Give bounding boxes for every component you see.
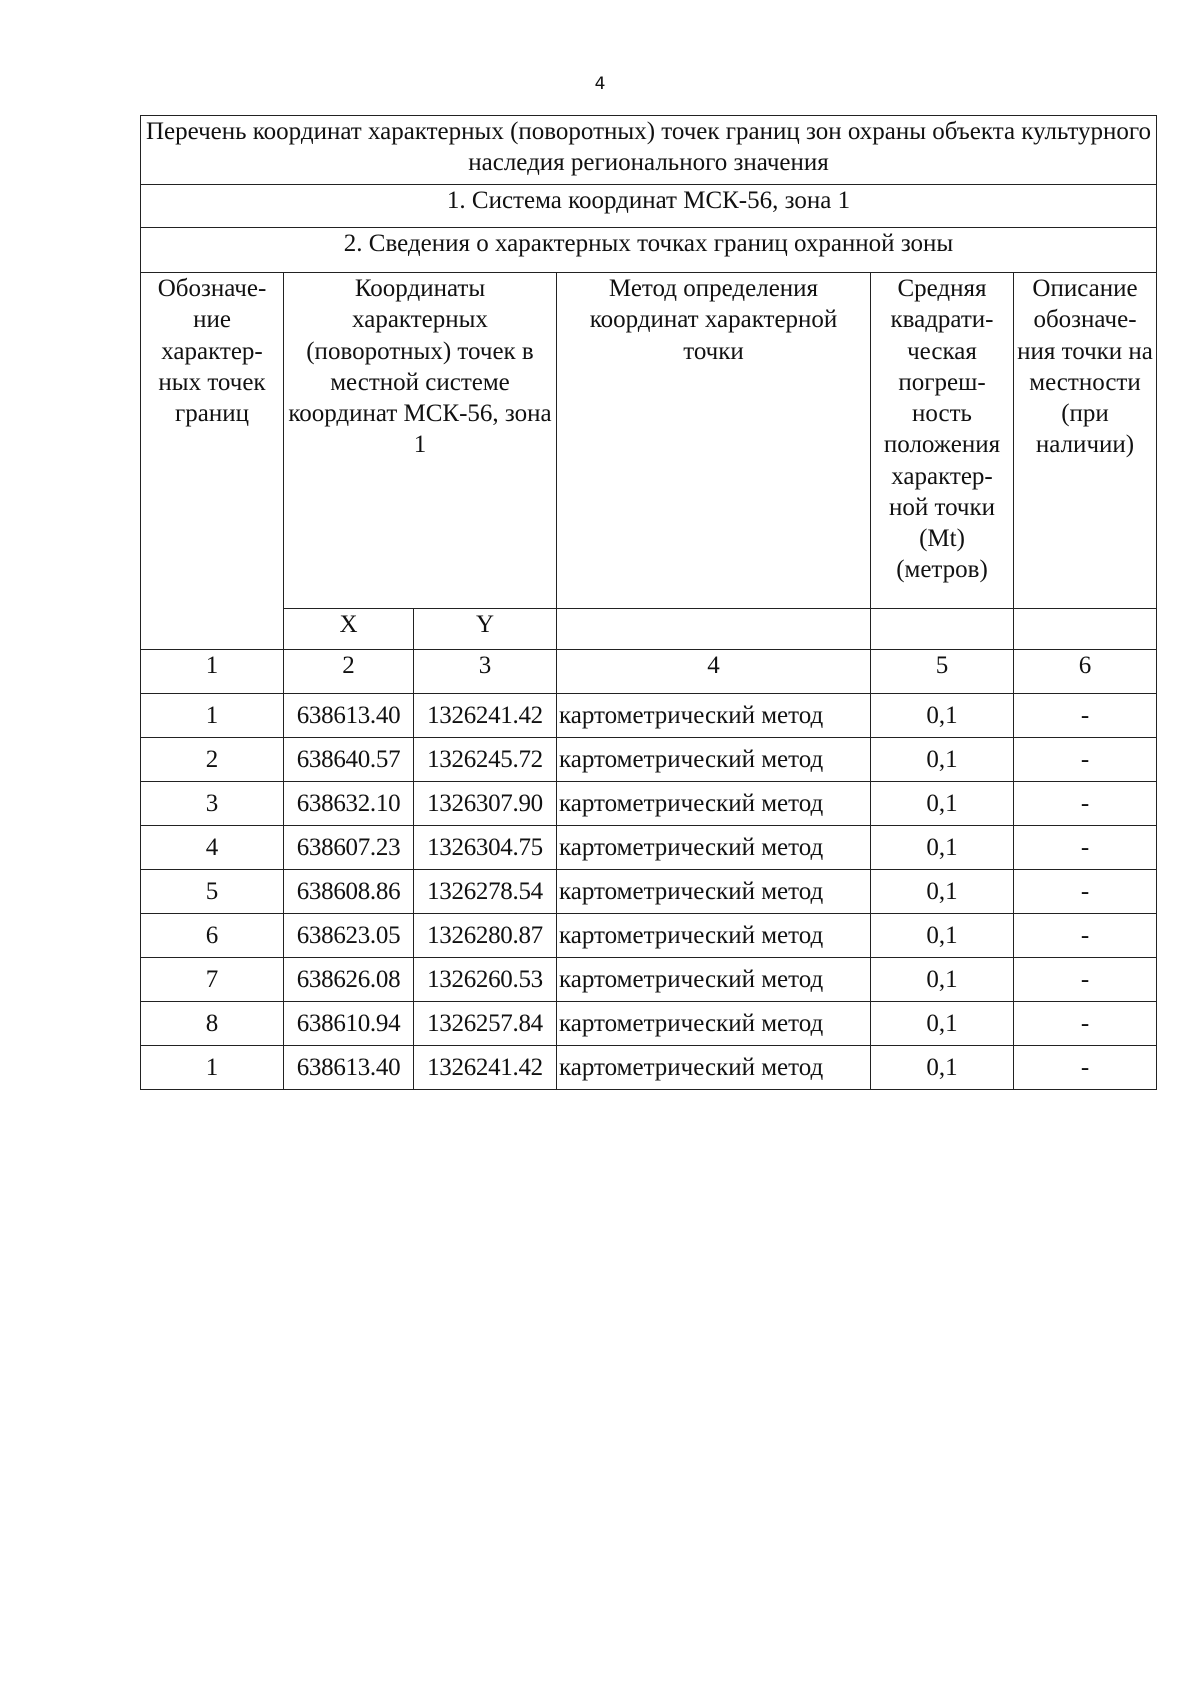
column-number: 2 [284, 650, 414, 694]
header-coordinates: Координаты характерных (поворотных) точек в местной системе координат МСК-56, зона 1 [284, 273, 557, 609]
point-designation-cell: 7 [141, 958, 284, 1002]
method-cell: картометрический метод [557, 1002, 871, 1046]
description-cell: - [1014, 826, 1157, 870]
accuracy-cell: 0,1 [871, 914, 1014, 958]
column-number: 3 [414, 650, 557, 694]
x-coordinate-cell: 638610.94 [284, 1002, 414, 1046]
description-cell: - [1014, 870, 1157, 914]
y-coordinate-cell: 1326260.53 [414, 958, 557, 1002]
x-coordinate-cell: 638613.40 [284, 694, 414, 738]
y-coordinate-cell: 1326278.54 [414, 870, 557, 914]
accuracy-cell: 0,1 [871, 782, 1014, 826]
table-row [141, 738, 1157, 782]
header-description: Описание обозначе-ния точки на местности (при наличии) [1014, 273, 1157, 609]
y-coordinate-cell: 1326280.87 [414, 914, 557, 958]
header-accuracy: Средняя квадрати-ческая погреш-ность положения характер-ной точки (Mt) (метров) [871, 273, 1014, 609]
accuracy-cell: 0,1 [871, 738, 1014, 782]
point-designation-cell: 1 [141, 1046, 284, 1090]
x-coordinate-cell: 638626.08 [284, 958, 414, 1002]
x-coordinate-cell: 638607.23 [284, 826, 414, 870]
table-title: Перечень координат характерных (поворотных) точек границ зон охраны объекта культурного наследия регионального значения [141, 116, 1157, 185]
description-cell: - [1014, 738, 1157, 782]
x-coordinate-cell: 638613.40 [284, 1046, 414, 1090]
y-coordinate-cell: 1326245.72 [414, 738, 557, 782]
description-cell: - [1014, 1002, 1157, 1046]
description-cell: - [1014, 958, 1157, 1002]
section-caption: 2. Сведения о характерных точках границ охранной зоны [141, 228, 1157, 273]
header-y: Y [414, 609, 557, 650]
table-row [141, 694, 1157, 738]
table-row [141, 958, 1157, 1002]
coordinates-table [140, 115, 1157, 1090]
x-coordinate-cell: 638623.05 [284, 914, 414, 958]
header-method: Метод определения координат характерной точки [557, 273, 871, 609]
method-cell: картометрический метод [557, 826, 871, 870]
point-designation-cell: 4 [141, 826, 284, 870]
y-coordinate-cell: 1326241.42 [414, 694, 557, 738]
column-number-row [141, 650, 1157, 694]
method-cell: картометрический метод [557, 870, 871, 914]
column-number: 5 [871, 650, 1014, 694]
method-cell: картометрический метод [557, 914, 871, 958]
method-cell: картометрический метод [557, 1046, 871, 1090]
method-cell: картометрический метод [557, 958, 871, 1002]
description-cell: - [1014, 914, 1157, 958]
header-description-blank [1014, 609, 1157, 650]
column-number: 6 [1014, 650, 1157, 694]
y-coordinate-cell: 1326257.84 [414, 1002, 557, 1046]
y-coordinate-cell: 1326304.75 [414, 826, 557, 870]
table-row [141, 782, 1157, 826]
table-row [141, 1002, 1157, 1046]
point-designation-cell: 5 [141, 870, 284, 914]
table-row [141, 1046, 1157, 1090]
method-cell: картометрический метод [557, 738, 871, 782]
table-row [141, 826, 1157, 870]
y-coordinate-cell: 1326241.42 [414, 1046, 557, 1090]
point-designation-cell: 1 [141, 694, 284, 738]
accuracy-cell: 0,1 [871, 1002, 1014, 1046]
method-cell: картометрический метод [557, 782, 871, 826]
column-number: 1 [141, 650, 284, 694]
accuracy-cell: 0,1 [871, 1046, 1014, 1090]
accuracy-cell: 0,1 [871, 870, 1014, 914]
table-row [141, 914, 1157, 958]
page-number: 4 [594, 74, 606, 94]
header-designation: Обозначе-ние характер-ных точек границ [141, 273, 284, 650]
description-cell: - [1014, 1046, 1157, 1090]
header-x: X [284, 609, 414, 650]
accuracy-cell: 0,1 [871, 826, 1014, 870]
method-cell: картометрический метод [557, 694, 871, 738]
header-method-blank [557, 609, 871, 650]
table-row [141, 870, 1157, 914]
point-designation-cell: 3 [141, 782, 284, 826]
header-accuracy-blank [871, 609, 1014, 650]
point-designation-cell: 2 [141, 738, 284, 782]
point-designation-cell: 6 [141, 914, 284, 958]
point-designation-cell: 8 [141, 1002, 284, 1046]
coordinate-system-caption: 1. Система координат МСК-56, зона 1 [141, 185, 1157, 228]
x-coordinate-cell: 638640.57 [284, 738, 414, 782]
description-cell: - [1014, 782, 1157, 826]
accuracy-cell: 0,1 [871, 694, 1014, 738]
column-number: 4 [557, 650, 871, 694]
x-coordinate-cell: 638608.86 [284, 870, 414, 914]
description-cell: - [1014, 694, 1157, 738]
accuracy-cell: 0,1 [871, 958, 1014, 1002]
y-coordinate-cell: 1326307.90 [414, 782, 557, 826]
x-coordinate-cell: 638632.10 [284, 782, 414, 826]
